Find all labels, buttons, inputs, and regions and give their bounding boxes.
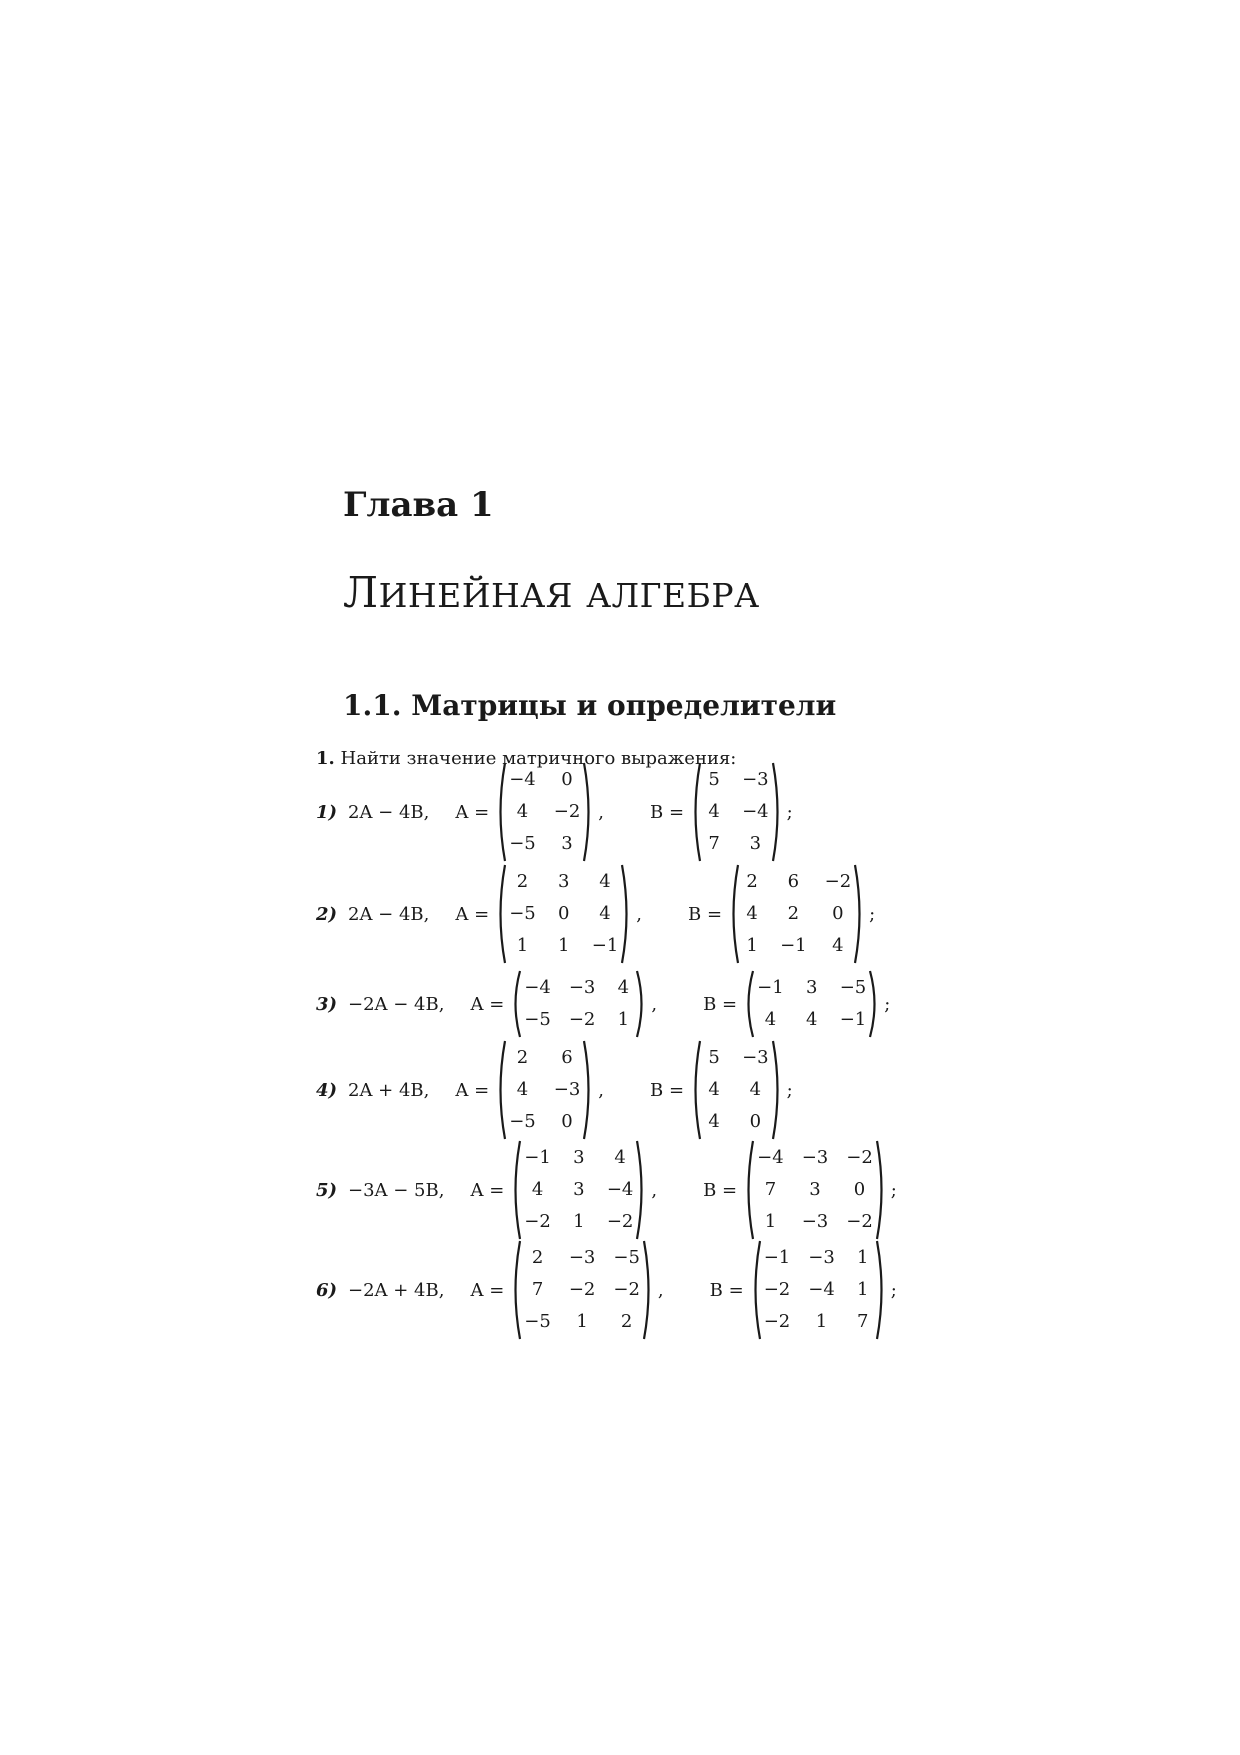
matrix-a-cell: −2 — [553, 801, 581, 822]
matrix-b-cell: 7 — [708, 833, 720, 854]
matrix-a-label: A = — [455, 1079, 490, 1101]
matrix-a-left-paren — [495, 863, 507, 965]
matrix-a-cell: 4 — [614, 1147, 626, 1168]
matrix-a-cell: 1 — [573, 1211, 585, 1232]
matrix-a-cell: 6 — [561, 1047, 573, 1068]
chapter-title-word-2: АЛГЕБРА — [586, 576, 760, 615]
matrix-b-cell: −4 — [742, 801, 769, 822]
matrix-b-left-paren — [743, 969, 755, 1039]
matrix-b-cell: 3 — [805, 977, 818, 998]
exercise-expression: −3A − 5B, — [348, 1179, 445, 1201]
matrix-a-left-paren — [495, 1039, 507, 1141]
matrix-a-cell: −2 — [568, 1009, 596, 1030]
matrix-b-cell: −2 — [824, 871, 852, 892]
matrix-a-cell: −5 — [509, 903, 536, 924]
matrix-b-cell: −1 — [757, 977, 784, 998]
matrix-a-cell: −5 — [509, 1111, 536, 1132]
matrix-b-cell: 4 — [708, 1079, 720, 1100]
matrix-b-cell: 4 — [805, 1009, 818, 1030]
matrix-b-grid — [702, 766, 771, 858]
matrix-b-cell: −4 — [808, 1279, 835, 1300]
matrix-a-cell: 2 — [516, 871, 529, 892]
matrix-b-cell: −3 — [742, 1047, 769, 1068]
matrix-b-cell: −4 — [757, 1147, 784, 1168]
matrix-a-cell: −5 — [524, 1009, 551, 1030]
matrix-b — [743, 969, 880, 1039]
exercise-terminator: ; — [786, 1079, 793, 1101]
matrix-a-left-paren — [495, 761, 507, 863]
matrix-b-cell: −1 — [763, 1247, 791, 1268]
matrix-a-cell: 1 — [576, 1311, 588, 1332]
matrix-b-right-paren — [771, 1039, 783, 1141]
matrix-a-grid — [507, 868, 620, 960]
problem-text: Найти значение матричного выражения: — [340, 748, 737, 769]
matrix-b-cell: 5 — [708, 769, 720, 790]
matrix-b-cell: 3 — [809, 1179, 821, 1200]
matrix-a-label: A = — [470, 1279, 505, 1301]
matrix-b-label: B = — [650, 801, 685, 823]
matrix-a-cell: −4 — [509, 769, 536, 790]
matrix-b-right-paren — [853, 863, 865, 965]
matrix-a-cell: −2 — [606, 1211, 634, 1232]
matrix-a-right-paren — [642, 1239, 654, 1341]
chapter-title-initial: Л — [343, 568, 379, 617]
matrix-separator: , — [651, 993, 658, 1015]
matrix-a-left-paren — [510, 969, 522, 1039]
matrix-a-cell: −3 — [553, 1079, 581, 1100]
matrix-b-cell: −1 — [839, 1009, 867, 1030]
matrix-b-label: B = — [703, 993, 738, 1015]
exercise-expression: 2A − 4B, — [348, 801, 430, 823]
matrix-a-cell: 4 — [599, 903, 611, 924]
matrix-b-cell: 7 — [857, 1311, 869, 1332]
exercise-terminator: ; — [890, 1279, 897, 1301]
exercise-number: 6) — [316, 1279, 338, 1301]
matrix-b-cell: −1 — [780, 935, 807, 956]
matrix-a-label: A = — [470, 993, 505, 1015]
matrix-b-cell: 2 — [746, 871, 758, 892]
matrix-a-cell: 3 — [561, 833, 573, 854]
matrix-b-cell: 0 — [832, 903, 844, 924]
matrix-a-cell: 0 — [561, 769, 573, 790]
matrix-a-cell: 4 — [516, 1079, 529, 1100]
matrix-b-cell: 4 — [832, 935, 844, 956]
matrix-a-cell: −2 — [613, 1279, 640, 1300]
matrix-a-cell: 2 — [516, 1047, 529, 1068]
exercise-row — [316, 762, 793, 862]
matrix-b-cell: 0 — [749, 1111, 762, 1132]
matrix-b-cell: 7 — [764, 1179, 777, 1200]
matrix-a-label: A = — [455, 903, 490, 925]
matrix-b-cell: 6 — [787, 871, 800, 892]
matrix-a — [495, 761, 594, 863]
matrix-a-grid — [507, 766, 582, 858]
matrix-b-cell: 0 — [853, 1179, 866, 1200]
matrix-separator: , — [598, 1079, 605, 1101]
matrix-a-cell: −4 — [606, 1179, 634, 1200]
matrix-b-cell: 3 — [749, 833, 762, 854]
matrix-b-grid — [740, 868, 853, 960]
matrix-b-label: B = — [688, 903, 723, 925]
matrix-a — [510, 1239, 654, 1341]
matrix-a-cell: 4 — [516, 801, 529, 822]
matrix-b-cell: −5 — [839, 977, 867, 998]
matrix-a-cell: 1 — [558, 935, 570, 956]
matrix-a-cell: −3 — [568, 1247, 596, 1268]
exercise-expression: −2A − 4B, — [348, 993, 445, 1015]
exercise-row — [316, 1040, 793, 1140]
matrix-a-grid — [507, 1044, 582, 1136]
matrix-b-grid — [755, 1144, 875, 1236]
matrix-b — [743, 1139, 887, 1241]
matrix-a-right-paren — [582, 761, 594, 863]
matrix-a-cell: 3 — [573, 1179, 585, 1200]
matrix-b-label: B = — [709, 1279, 744, 1301]
matrix-b-cell: 4 — [746, 903, 758, 924]
section-title: 1.1. Матрицы и определители — [343, 689, 837, 722]
matrix-b-right-paren — [875, 1239, 887, 1341]
exercise-expression: 2A + 4B, — [348, 1079, 430, 1101]
matrix-a-label: A = — [470, 1179, 505, 1201]
matrix-a — [510, 1139, 647, 1241]
matrix-a-cell: −3 — [568, 977, 596, 998]
matrix-a-cell: 0 — [558, 903, 570, 924]
matrix-a-cell: 3 — [558, 871, 570, 892]
matrix-b-cell: 4 — [749, 1079, 762, 1100]
exercise-number: 1) — [316, 801, 338, 823]
exercise-expression: 2A − 4B, — [348, 903, 430, 925]
matrix-a-cell: −2 — [524, 1211, 551, 1232]
matrix-b-left-paren — [743, 1139, 755, 1241]
matrix-b-left-paren — [750, 1239, 762, 1341]
matrix-a-right-paren — [582, 1039, 594, 1141]
matrix-a — [495, 1039, 594, 1141]
matrix-b-grid — [755, 974, 868, 1034]
matrix-b-cell: −2 — [763, 1311, 791, 1332]
exercise-number: 4) — [316, 1079, 338, 1101]
matrix-b — [728, 863, 865, 965]
matrix-b-cell: 2 — [787, 903, 800, 924]
matrix-b-right-paren — [868, 969, 880, 1039]
matrix-b-grid — [702, 1044, 771, 1136]
matrix-a-cell: 2 — [620, 1311, 633, 1332]
exercise-terminator: ; — [884, 993, 891, 1015]
exercise-expression: −2A + 4B, — [348, 1279, 445, 1301]
matrix-b — [750, 1239, 887, 1341]
matrix-a-left-paren — [510, 1239, 522, 1341]
matrix-b-cell: −2 — [846, 1147, 873, 1168]
matrix-b-cell: 4 — [708, 801, 720, 822]
matrix-b-cell: −3 — [801, 1147, 829, 1168]
matrix-a — [495, 863, 632, 965]
matrix-b-grid — [762, 1244, 875, 1336]
matrix-a-cell: −5 — [613, 1247, 640, 1268]
matrix-b-right-paren — [875, 1139, 887, 1241]
matrix-a-grid — [522, 1244, 642, 1336]
matrix-a-label: A = — [455, 801, 490, 823]
matrix-separator: , — [651, 1179, 658, 1201]
matrix-a-cell: 4 — [599, 871, 611, 892]
chapter-label: Глава 1 — [343, 485, 494, 525]
matrix-a-cell: −5 — [509, 833, 536, 854]
matrix-a-cell: 1 — [516, 935, 529, 956]
matrix-a-cell: 0 — [561, 1111, 573, 1132]
matrix-b-cell: 4 — [708, 1111, 720, 1132]
matrix-b-cell: 1 — [857, 1247, 869, 1268]
exercise-terminator: ; — [890, 1179, 897, 1201]
chapter-title — [343, 568, 760, 617]
matrix-b-cell: 1 — [815, 1311, 828, 1332]
matrix-a-cell: 1 — [617, 1009, 630, 1030]
exercise-row — [316, 1140, 897, 1240]
matrix-b-cell: 1 — [857, 1279, 869, 1300]
matrix-b-right-paren — [771, 761, 783, 863]
matrix-separator: , — [657, 1279, 664, 1301]
exercise-number: 5) — [316, 1179, 338, 1201]
matrix-a-cell: 7 — [531, 1279, 544, 1300]
exercise-number: 2) — [316, 903, 338, 925]
matrix-b-label: B = — [703, 1179, 738, 1201]
matrix-b-label: B = — [650, 1079, 685, 1101]
matrix-b-left-paren — [690, 1039, 702, 1141]
matrix-a-cell: 3 — [573, 1147, 585, 1168]
matrix-a-left-paren — [510, 1139, 522, 1241]
exercise-terminator: ; — [869, 903, 876, 925]
matrix-a-cell: −1 — [524, 1147, 551, 1168]
matrix-b-cell: −3 — [808, 1247, 835, 1268]
matrix-b-cell: 1 — [764, 1211, 777, 1232]
matrix-b-cell: −2 — [846, 1211, 873, 1232]
matrix-a-right-paren — [635, 969, 647, 1039]
matrix-a-cell: −1 — [591, 935, 619, 956]
matrix-b-cell: −2 — [763, 1279, 791, 1300]
matrix-a-right-paren — [620, 863, 632, 965]
matrix-a-cell: −2 — [568, 1279, 596, 1300]
matrix-b — [690, 1039, 783, 1141]
problem-number: 1. — [316, 748, 335, 769]
matrix-b-left-paren — [728, 863, 740, 965]
matrix-b-cell: −3 — [742, 769, 769, 790]
matrix-b-cell: 1 — [746, 935, 758, 956]
matrix-a-cell: −5 — [524, 1311, 551, 1332]
matrix-a-grid — [522, 974, 635, 1034]
exercise-row — [316, 1240, 897, 1340]
matrix-a-cell: 4 — [531, 1179, 544, 1200]
chapter-title-word-1: ИНЕЙНАЯ — [378, 576, 573, 615]
matrix-b-left-paren — [690, 761, 702, 863]
matrix-b-cell: 4 — [764, 1009, 777, 1030]
matrix-a — [510, 969, 647, 1039]
matrix-b — [690, 761, 783, 863]
matrix-a-grid — [522, 1144, 635, 1236]
matrix-a-cell: −4 — [524, 977, 551, 998]
matrix-separator: , — [636, 903, 643, 925]
exercise-number: 3) — [316, 993, 338, 1015]
exercise-terminator: ; — [786, 801, 793, 823]
exercise-row — [316, 864, 875, 964]
matrix-a-cell: 2 — [531, 1247, 544, 1268]
matrix-separator: , — [598, 801, 605, 823]
matrix-b-cell: −3 — [801, 1211, 829, 1232]
matrix-a-cell: 4 — [617, 977, 630, 998]
exercise-row — [316, 954, 890, 1054]
matrix-b-cell: 5 — [708, 1047, 720, 1068]
matrix-a-right-paren — [635, 1139, 647, 1241]
